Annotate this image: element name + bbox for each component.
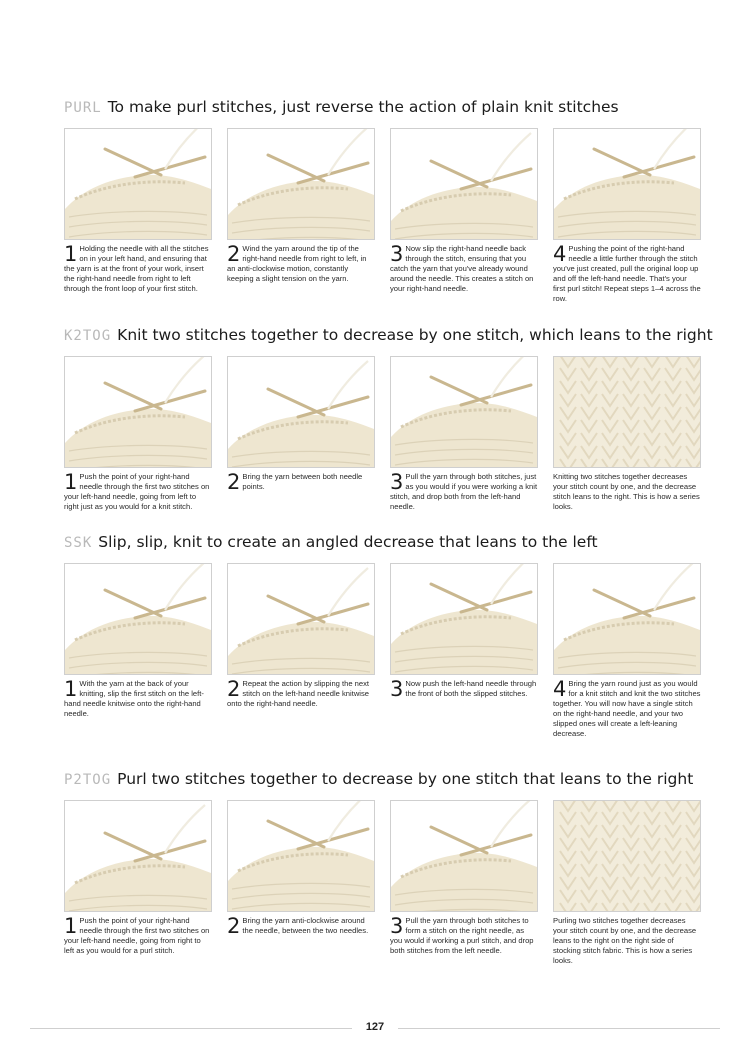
step-number: 2 (227, 242, 241, 266)
step-card (227, 800, 375, 966)
step-text: Push the point of your right-hand needle through the first two stitches on your left-hand needle, going from right to left as you would for a purl stitch. (64, 916, 210, 956)
step-number: 2 (227, 914, 241, 938)
step-card (553, 356, 701, 512)
knitting-illustration (391, 357, 537, 467)
step-card (64, 563, 212, 740)
section-tag: K2TOG (64, 328, 112, 344)
step-text: Pull the yarn through both stitches to form a stitch on the right needle, as you would if working a purl stitch, and drop both stitches from the left needle. (390, 916, 534, 956)
footer-rule-left (30, 1028, 352, 1029)
step-number: 3 (390, 470, 404, 494)
step-text: Bring the yarn round just as you would for a knit stitch and knit the two stitches together. You will now have a single stitch on the right-hand needle, and your two slipped ones will create a left-leaning decrease. (553, 679, 701, 739)
knitting-illustration (65, 357, 211, 467)
knitting-illustration (228, 564, 374, 674)
fabric-illustration (554, 801, 700, 911)
section-tag: P2TOG (64, 772, 112, 788)
section-tag: SSK (64, 535, 93, 551)
step-photo (227, 128, 375, 240)
step-number: 1 (64, 470, 78, 494)
step-card (227, 356, 375, 512)
section-title: Knit two stitches together to decrease by one stitch, which leans to the right (117, 326, 713, 344)
step-card (227, 563, 375, 740)
knitting-illustration (65, 801, 211, 911)
step-photo (227, 800, 375, 912)
step-text: Push the point of your right-hand needle through the first two stitches on your left-hand needle, going from left to right just as you would for a knit stitch. (64, 472, 210, 512)
step-number: 1 (64, 242, 78, 266)
knitting-illustration (391, 129, 537, 239)
step-text: Purling two stitches together decreases your stitch count by one, and the decrease leans to the right on the right side of stocking stitch fabric. This is how a series looks. (553, 916, 697, 966)
fabric-illustration (554, 357, 700, 467)
knitting-illustration (554, 129, 700, 239)
section-heading (64, 770, 700, 798)
section-p2tog (64, 770, 700, 966)
section-tag: PURL (64, 100, 102, 116)
section-heading (64, 326, 713, 354)
step-number: 2 (227, 677, 241, 701)
step-card (390, 128, 538, 305)
knitting-illustration (65, 564, 211, 674)
step-card (64, 800, 212, 966)
step-photo (64, 128, 212, 240)
step-photo (64, 356, 212, 468)
step-card (553, 128, 701, 305)
knitting-illustration (391, 801, 537, 911)
step-photo (390, 356, 538, 468)
step-card (64, 356, 212, 512)
step-photo (64, 563, 212, 675)
step-number: 3 (390, 677, 404, 701)
section-heading (64, 533, 700, 561)
step-number: 1 (64, 677, 78, 701)
step-text: Bring the yarn between both needle points. (242, 472, 363, 492)
section-purl (64, 98, 700, 305)
section-heading (64, 98, 700, 126)
step-card (390, 563, 538, 740)
step-number: 4 (553, 677, 567, 701)
page-number: 127 (365, 1021, 385, 1033)
step-photo (227, 563, 375, 675)
step-text: Now push the left-hand needle through the front of both the slipped stitches. (405, 679, 537, 699)
knitting-illustration (391, 564, 537, 674)
step-number: 3 (390, 914, 404, 938)
step-card (390, 800, 538, 966)
step-text: With the yarn at the back of your knitting, slip the first stitch on the left-hand needle knitwise onto the right-hand needle. (64, 679, 204, 719)
fabric-photo (553, 800, 701, 912)
step-number: 4 (553, 242, 567, 266)
section-title: To make purl stitches, just reverse the action of plain knit stitches (107, 98, 619, 116)
knitting-illustration (228, 801, 374, 911)
fabric-photo (553, 356, 701, 468)
step-photo (553, 563, 701, 675)
knitting-illustration (228, 357, 374, 467)
step-text: Repeat the action by slipping the next stitch on the left-hand needle knitwise onto the right-hand needle. (227, 679, 370, 709)
section-title: Slip, slip, knit to create an angled decrease that leans to the left (98, 533, 598, 551)
step-card (64, 128, 212, 305)
step-card (553, 563, 701, 740)
knitting-illustration (228, 129, 374, 239)
step-number: 1 (64, 914, 78, 938)
section-ssk (64, 533, 700, 740)
step-card (553, 800, 701, 966)
step-text: Pushing the point of the right-hand needle a little further through the stitch you've just created, pull the original loop up and off the left-hand needle. That's your first purl stitch! Repeat steps 1–4 across the row. (553, 244, 701, 304)
section-title: Purl two stitches together to decrease by one stitch that leans to the right (117, 770, 694, 788)
step-photo (390, 128, 538, 240)
knitting-illustration (554, 564, 700, 674)
step-card (390, 356, 538, 512)
section-k2tog (64, 326, 713, 512)
step-text: Knitting two stitches together decreases your stitch count by one, and the decrease stitch leans to the right. This is how a series looks. (553, 472, 700, 512)
step-text: Holding the needle with all the stitches on in your left hand, and ensuring that the yarn is at the front of your work, insert the right-hand needle from right to left through the front loop of your first stitch. (64, 244, 209, 294)
step-text: Wind the yarn around the tip of the right-hand needle from right to left, in an anti-clockwise motion, constantly keeping a slight tension on the yarn. (227, 244, 367, 284)
knitting-illustration (65, 129, 211, 239)
step-text: Pull the yarn through both stitches, just as you would if you were working a knit stitch, and drop both from the left-hand needle. (390, 472, 538, 512)
step-photo (553, 128, 701, 240)
footer-rule-right (398, 1028, 720, 1029)
step-photo (227, 356, 375, 468)
step-text: Now slip the right-hand needle back through the stitch, ensuring that you catch the yarn that you've already wound around the needle. This creates a stitch on your right-hand needle. (390, 244, 534, 294)
step-photo (64, 800, 212, 912)
step-photo (390, 563, 538, 675)
step-photo (390, 800, 538, 912)
step-number: 2 (227, 470, 241, 494)
step-text: Bring the yarn anti-clockwise around the needle, between the two needles. (242, 916, 369, 936)
step-number: 3 (390, 242, 404, 266)
step-card (227, 128, 375, 305)
